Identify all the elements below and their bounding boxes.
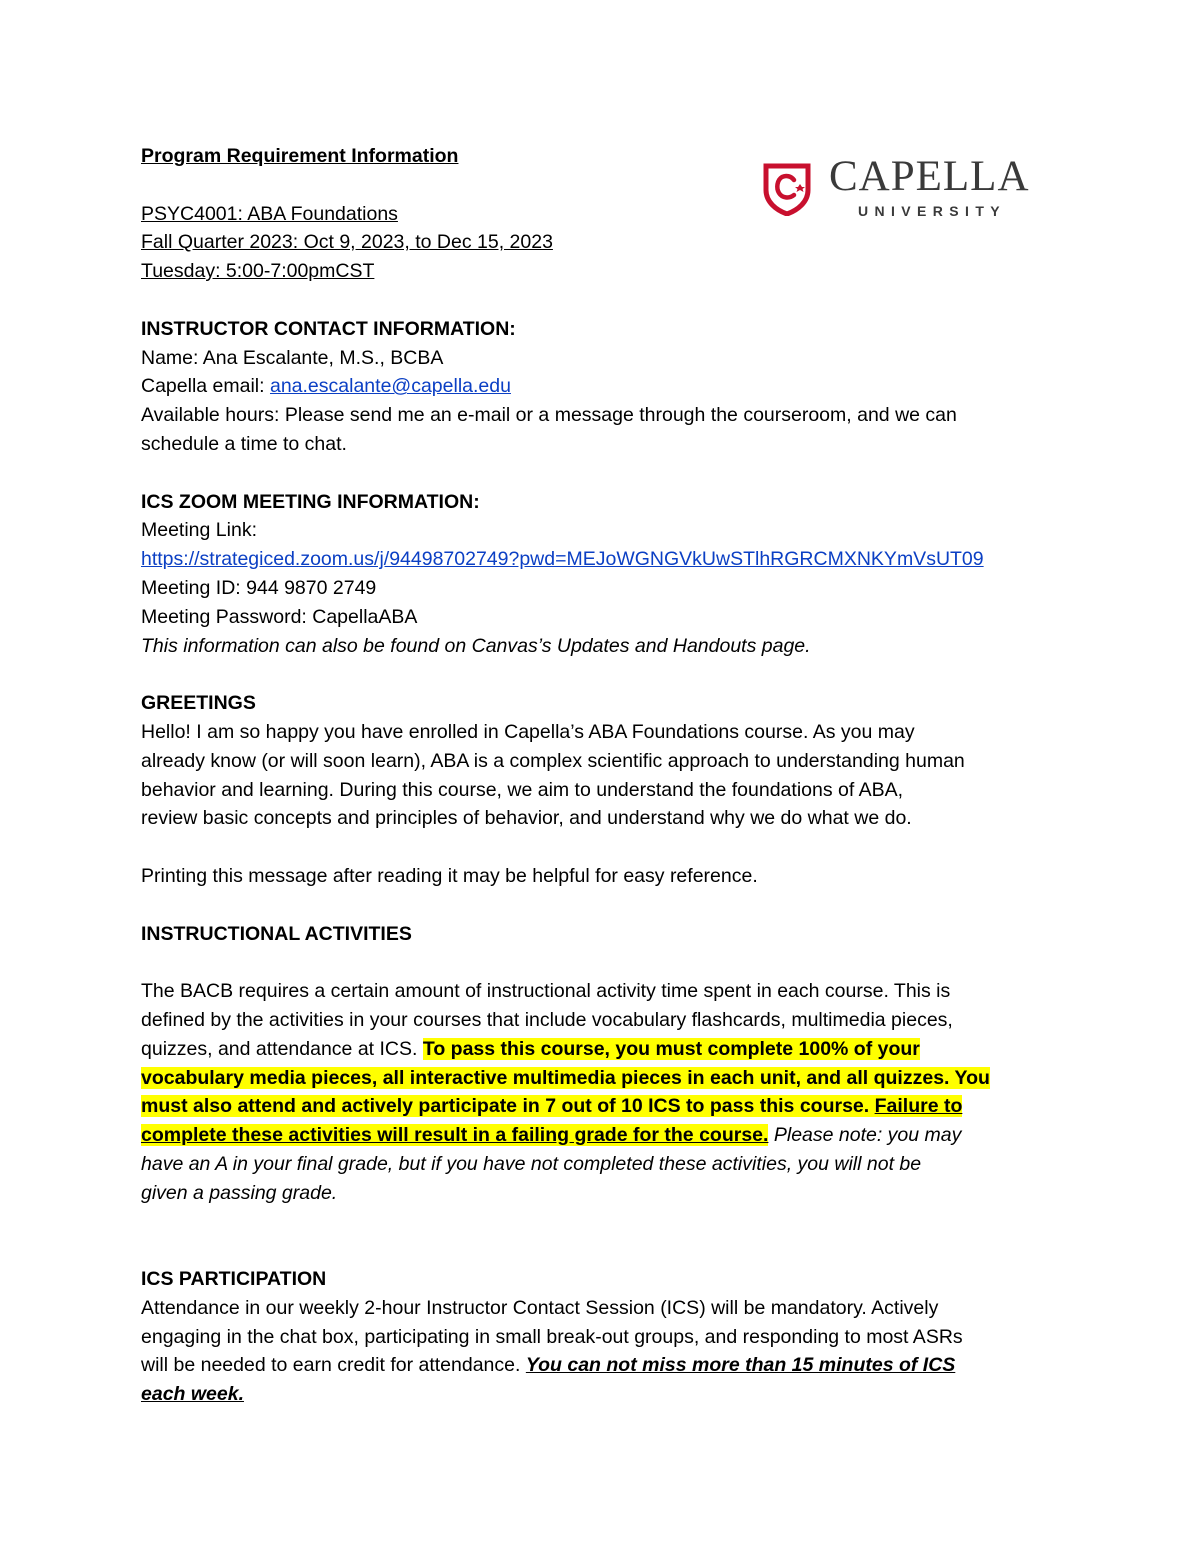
highlighted-requirement: vocabulary media pieces, all interactive multimedia pieces in each unit, and all quizzes. You [141,1066,990,1089]
instructional-line [141,1092,1071,1121]
instructor-email-link[interactable]: ana.escalante@capella.edu [269,375,511,398]
instructional-text: quizzes, and attendance at ICS. [141,1037,423,1060]
class-schedule: Tuesday: 5:00-7:00pmCST [141,260,375,283]
print-note: Printing this message after reading it may be helpful for easy reference. [141,864,758,887]
zoom-meeting-link[interactable]: https://strategiced.zoom.us/j/94498702749?pwd=MEJoWGNGVkUwSTlhRGRCMXNKYmVsUT09 [141,548,984,571]
instructional-line: defined by the activities in your courses that include vocabulary flashcards, multimedia pieces, [141,1008,953,1031]
greetings-line: behavior and learning. During this course, we aim to understand the foundations of ABA, [141,778,904,801]
available-hours-line2: schedule a time to chat. [141,432,347,455]
instructional-line [141,1064,1071,1093]
instructor-name: Name: Ana Escalante, M.S., BCBA [141,346,444,369]
instructor-email-line [141,372,1071,401]
password-label: Meeting Password: [141,605,313,628]
zoom-heading: ICS ZOOM MEETING INFORMATION: [141,490,480,513]
ics-line [141,1351,1071,1380]
highlighted-requirement: To pass this course, you must complete 100% of your [422,1037,920,1060]
instructional-line [141,1035,1071,1064]
ics-line: Attendance in our weekly 2-hour Instructor Contact Session (ICS) will be mandatory. Actively [141,1296,939,1319]
highlighted-warning: complete these activities will result in a failing grade for the course. [141,1124,769,1147]
italic-note: Please note: you may [768,1124,962,1147]
meeting-link-label: Meeting Link: [141,519,257,542]
greetings-line: already know (or will soon learn), ABA is a complex scientific approach to understanding human [141,749,965,772]
course-title: PSYC4001: ABA Foundations [141,202,398,225]
instructional-line: The BACB requires a certain amount of instructional activity time spent in each course. This is [141,980,951,1003]
meeting-password: CapellaABA [312,605,418,628]
highlighted-requirement: must also attend and actively participate in 7 out of 10 ICS to pass this course. [141,1095,875,1118]
logo-subtitle: UNIVERSITY [858,203,1007,219]
italic-note: given a passing grade. [141,1181,338,1204]
document-body [141,142,1071,1409]
greetings-line: review basic concepts and principles of behavior, and understand why we do what we do. [141,807,912,830]
ics-emphasis: each week. [141,1383,244,1406]
ics-heading: ICS PARTICIPATION [141,1268,327,1291]
greetings-heading: GREETINGS [141,692,256,715]
instructional-heading: INSTRUCTIONAL ACTIVITIES [141,922,412,945]
ics-text: will be needed to earn credit for attendance. [141,1354,526,1377]
greetings-line: Hello! I am so happy you have enrolled in Capella’s ABA Foundations course. As you may [141,720,915,743]
logo-wordmark: CAPELLA [829,153,1030,200]
quarter-dates: Fall Quarter 2023: Oct 9, 2023, to Dec 15, 2023 [141,231,553,254]
ics-line: engaging in the chat box, participating in small break-out groups, and responding to most ASRs [141,1325,963,1348]
instructional-line [141,1121,1071,1150]
italic-note: have an A in your final grade, but if you have not completed these activities, you will not be [141,1152,922,1175]
instructor-heading: INSTRUCTOR CONTACT INFORMATION: [141,317,516,340]
email-label: Capella email: [141,375,270,398]
available-hours-line1: Available hours: Please send me an e-mail or a message through the courseroom, and we can [141,404,957,427]
meeting-password-line [141,603,1071,632]
highlighted-warning: Failure to [874,1095,963,1118]
meeting-id: Meeting ID: 944 9870 2749 [141,576,377,599]
canvas-note: This information can also be found on Canvas’s Updates and Handouts page. [141,634,811,657]
ics-emphasis: You can not miss more than 15 minutes of ICS [525,1354,956,1377]
page-title: Program Requirement Information [141,145,459,167]
